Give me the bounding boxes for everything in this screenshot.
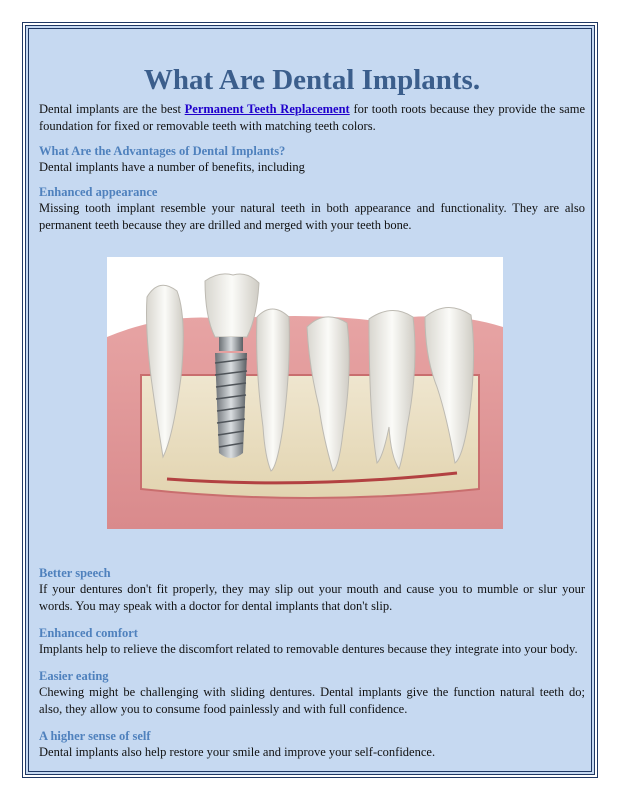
section-heading-appearance: Enhanced appearance bbox=[39, 185, 158, 199]
section-heading-self: A higher sense of self bbox=[39, 729, 151, 743]
section-heading-comfort: Enhanced comfort bbox=[39, 626, 138, 640]
section-text-eating: Chewing might be challenging with sliding dentures. Dental implants give the function natural teeth do; also, they allow you to consume food painlessly and with full confidence. bbox=[39, 685, 585, 716]
implant-icon bbox=[107, 257, 503, 529]
advantages-text: Dental implants have a number of benefits, including bbox=[39, 160, 305, 174]
dental-implant-illustration bbox=[107, 257, 503, 529]
section-text-speech: If your dentures don't fit properly, they may slip out your mouth and cause you to mumble or slur your words. You may speak with a doctor for dental implants that don't slip. bbox=[39, 582, 585, 613]
page-title: What Are Dental Implants. bbox=[143, 64, 481, 96]
section-heading-eating: Easier eating bbox=[39, 669, 109, 683]
section-text-appearance: Missing tooth implant resemble your natural teeth in both appearance and functionality. They are also permanent teeth because they are drilled and merged with your teeth bone. bbox=[39, 201, 585, 232]
advantages-heading: What Are the Advantages of Dental Implants? bbox=[39, 144, 286, 158]
section-heading-speech: Better speech bbox=[39, 566, 111, 580]
intro-text-after: for tooth roots because they provide the same foundation for fixed or removable teeth with matching teeth colors. bbox=[39, 102, 585, 133]
top-content bbox=[39, 63, 585, 234]
intro-paragraph bbox=[39, 101, 585, 135]
page-frame bbox=[25, 25, 595, 775]
section-text-self: Dental implants also help restore your smile and improve your self-confidence. bbox=[39, 745, 436, 759]
intro-text-before: Dental implants are the best bbox=[39, 102, 185, 116]
permanent-teeth-replacement-link[interactable]: Permanent Teeth Replacement bbox=[184, 102, 350, 116]
section-text-comfort: Implants help to relieve the discomfort related to removable dentures because they integrate into your body. bbox=[39, 642, 578, 656]
bottom-content bbox=[39, 565, 585, 761]
